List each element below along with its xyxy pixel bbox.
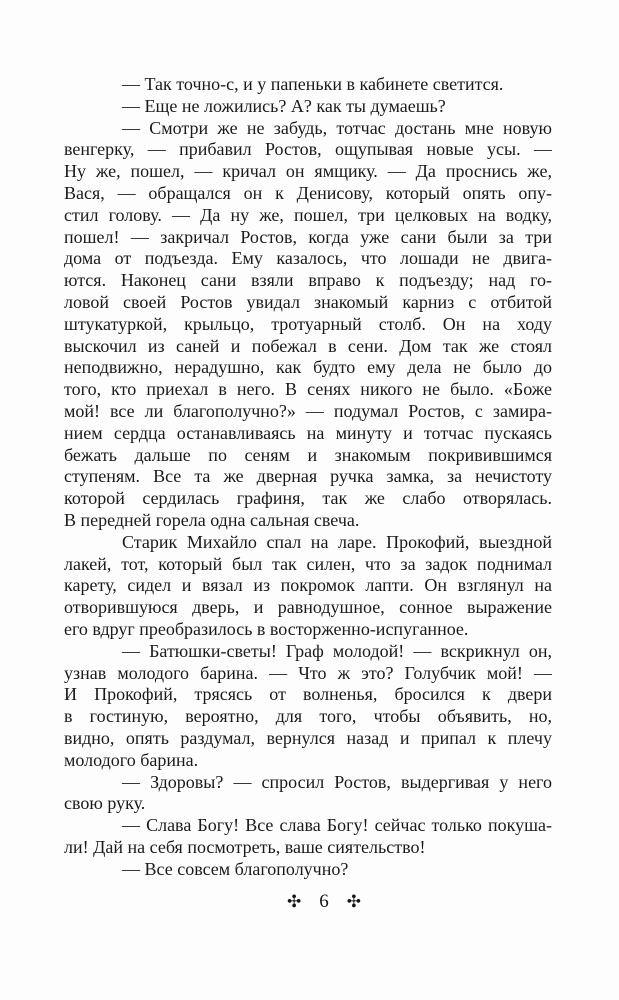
text-line: — Смотри же не забудь, тотчас достань мне новую xyxy=(122,117,552,138)
text-line: пошел! — закричал Ростов, когда уже сани были за три xyxy=(64,226,552,247)
text-line: венгерку, — прибавил Ростов, ощупывая новые усы. — xyxy=(64,139,552,160)
text-line: выскочил из саней и побежал в сени. Дом так же стоял xyxy=(64,335,552,356)
text-line: дома от подъезда. Ему казалось, что лошади не двига- xyxy=(64,248,552,269)
text-line: молодого барина. xyxy=(64,749,199,770)
text-line: отворившуюся дверь, и равнодушное, сонное выражение xyxy=(64,597,552,618)
fleuron-left-icon: ✣ xyxy=(287,892,302,912)
text-line: в гостиную, вероятно, для того, чтобы объявить, но, xyxy=(64,706,552,727)
text-line: Ну же, пошел, — кричал он ямщику. — Да проснись же, xyxy=(64,161,552,182)
text-line: — Все совсем благополучно? xyxy=(122,858,349,879)
text-line: мой! все ли благополучно?» — подумал Ростов, с замира- xyxy=(64,400,552,421)
page-number: 6 xyxy=(319,891,329,912)
text-line: Старик Михайло спал на ларе. Прокофий, выездной xyxy=(122,531,552,552)
text-line: бежать дальше по сеням и знакомым покривившимся xyxy=(64,444,552,465)
text-line: нием сердца останавливаясь на минуту и тотчас пускаясь xyxy=(64,422,552,443)
footer xyxy=(80,891,568,913)
paragraph xyxy=(64,772,552,816)
text-line: карету, сидел и вязал из покромок лапти. Он взглянул на xyxy=(64,575,552,596)
text-line: В передней горела одна сальная свеча. xyxy=(64,509,360,530)
text-line: того, кто приехал в него. В сенях никого не было. «Боже xyxy=(64,379,552,400)
paragraph xyxy=(64,118,552,532)
paragraph xyxy=(64,532,552,641)
text-line: стил голову. — Да ну же, пошел, три целковых на водку, xyxy=(64,204,552,225)
text-line: И Прокофий, трясясь от волненья, бросился к двери xyxy=(64,684,552,705)
text-line: — Так точно-с, и у папеньки в кабинете светится. xyxy=(122,74,504,94)
text-line: его вдруг преобразилось в восторженно-испуганное. xyxy=(64,618,469,639)
text-line: ли! Дай на себя посмотреть, ваше сиятельство! xyxy=(64,836,426,857)
text-line: — Еще не ложились? А? как ты думаешь? xyxy=(122,95,446,116)
text-line: ловой своей Ростов увидал знакомый карниз с отбитой xyxy=(64,291,552,312)
text-line: узнав молодого барина. — Что ж это? Голубчик мой! — xyxy=(64,662,552,683)
text-line: штукатуркой, крыльцо, тротуарный столб. Он на ходу xyxy=(64,313,552,334)
paragraph xyxy=(64,96,552,118)
text-line: ступеням. Все та же дверная ручка замка, за нечистоту xyxy=(64,466,552,487)
paragraph xyxy=(64,74,552,96)
text-line: неподвижно, нерадушно, как будто ему дела не было до xyxy=(64,357,552,378)
text-line: свою руку. xyxy=(64,793,146,814)
text-line: видно, опять раздумал, вернулся назад и припал к плечу xyxy=(64,727,552,748)
text-line: — Слава Богу! Все слава Богу! сейчас только покуша- xyxy=(122,815,552,836)
text-line: которой сердилась графиня, так же слабо отворялась. xyxy=(64,488,552,509)
paragraph xyxy=(64,815,552,859)
text-line: Вася, — обращался он к Денисову, который опять опу- xyxy=(64,182,552,203)
paragraph xyxy=(64,859,552,881)
text-line: — Батюшки-светы! Граф молодой! — вскрикнул он, xyxy=(122,640,552,661)
text-line: — Здоровы? — спросил Ростов, выдергивая у него xyxy=(122,771,552,792)
text-block xyxy=(64,74,552,880)
text-line: ются. Наконец сани взяли вправо к подъезду; над го- xyxy=(64,270,552,291)
paragraph xyxy=(64,641,552,772)
text-line: лакей, тот, который был так силен, что за задок поднимал xyxy=(64,553,552,574)
fleuron-right-icon: ✣ xyxy=(346,892,361,912)
